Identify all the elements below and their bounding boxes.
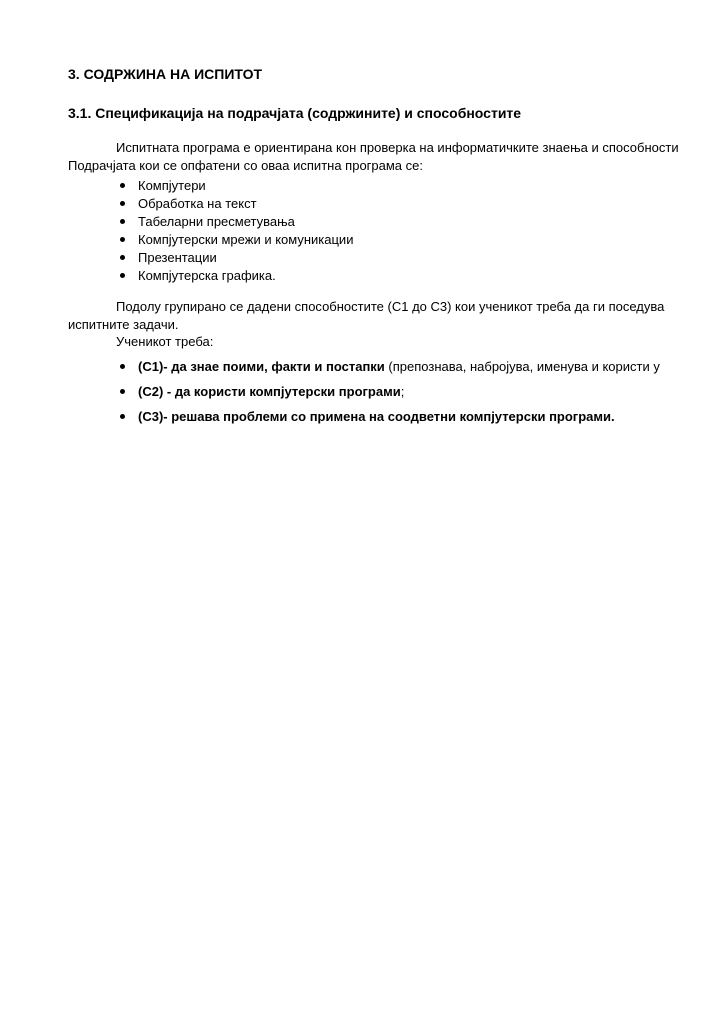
list-item xyxy=(118,408,660,433)
list-item xyxy=(118,383,660,408)
intro-paragraph-line-2: Подрачјата кои се опфатени со оваа испитна програма се: xyxy=(68,158,423,173)
bullet-icon xyxy=(120,237,125,242)
areas-list xyxy=(118,177,353,285)
area-label: Компјутерска графика. xyxy=(138,268,276,283)
list-item xyxy=(118,231,353,249)
list-item xyxy=(118,267,353,285)
intro-paragraph-line-1: Испитната програма е ориентирана кон проверка на информатичките знаења и способности xyxy=(116,140,679,155)
capability-text: - решава проблеми со примена на соодветни компјутерски програми. xyxy=(163,409,615,424)
list-item xyxy=(118,213,353,231)
capability-note: ; xyxy=(400,384,405,399)
capability-code: (С2) xyxy=(138,384,164,399)
area-label: Компјутери xyxy=(138,178,206,193)
bullet-icon xyxy=(120,414,125,419)
capabilities-paragraph-line-2: испитните задачи. xyxy=(68,317,179,332)
capability-note: (препознава, набројува, именува и користи у xyxy=(384,359,660,374)
capability-code: (С3) xyxy=(138,409,164,424)
subsection-title: 3.1. Спецификација на подрачјата (содржините) и способностите xyxy=(68,105,522,121)
bullet-icon xyxy=(120,201,125,206)
section-title: 3. СОДРЖИНА НА ИСПИТОТ xyxy=(68,66,263,82)
list-item xyxy=(118,195,353,213)
capabilities-list xyxy=(118,358,660,433)
bullet-icon xyxy=(120,255,125,260)
capability-code: (С1)- xyxy=(138,359,168,374)
capability-text: - да користи компјутерски програми xyxy=(163,384,401,399)
area-label: Обработка на текст xyxy=(138,196,257,211)
bullet-icon xyxy=(120,389,125,394)
list-item xyxy=(118,358,660,383)
bullet-icon xyxy=(120,219,125,224)
list-item xyxy=(118,249,353,267)
bullet-icon xyxy=(120,273,125,278)
capabilities-paragraph-line-1: Подолу групирано се дадени способностите (С1 до С3) кои ученикот треба да ги поседува xyxy=(116,299,665,314)
bullet-icon xyxy=(120,364,125,369)
capability-text: да знае поими, факти и постапки xyxy=(167,359,385,374)
list-item xyxy=(118,177,353,195)
capabilities-paragraph-line-3: Ученикот треба: xyxy=(116,334,214,349)
area-label: Табеларни пресметувања xyxy=(138,214,295,229)
area-label: Компјутерски мрежи и комуникации xyxy=(138,232,354,247)
bullet-icon xyxy=(120,183,125,188)
area-label: Презентации xyxy=(138,250,217,265)
